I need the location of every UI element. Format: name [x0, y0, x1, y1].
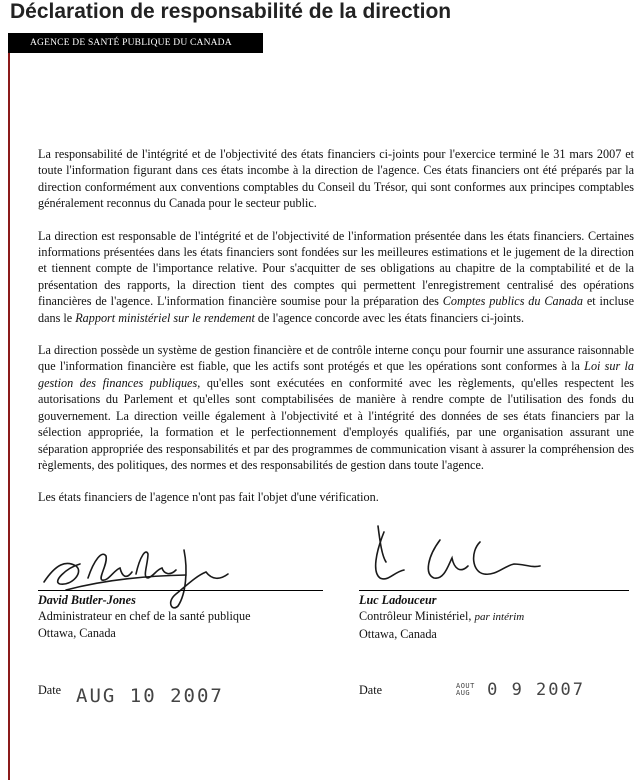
date-label-left: Date [38, 683, 62, 697]
financial-act-title: Loi sur la gestion des finances publiques [38, 359, 635, 390]
signatory-right-location: Ottawa, Canada [359, 626, 437, 641]
date-stamp-right [456, 680, 585, 700]
public-accounts-title: Comptes publics du Canada [442, 294, 583, 309]
date-stamp-right-months [456, 683, 475, 697]
paragraph-2 [38, 228, 634, 326]
signatory-right [359, 590, 629, 642]
signatory-right-role-qualifier: par intérim [474, 611, 525, 624]
paragraph-3-text-a: La direction possède un système de gestion financière et de contrôle interne conçu pour fournir une assurance raisonnable que l'information financière est fiable, que les actifs sont protégés et que les opérations sont conformes à la [38, 343, 634, 374]
paragraph-2-text-c: de l'agence concorde avec les états financiers ci-joints. [257, 310, 525, 325]
agency-banner: AGENCE DE SANTÉ PUBLIQUE DU CANADA [8, 33, 263, 53]
stamp-month-en: AUG [456, 689, 471, 697]
signatory-right-name: Luc Ladouceur [359, 593, 437, 607]
stamp-month-fr: AOUT [456, 682, 475, 690]
signature-line-left [38, 590, 323, 591]
signatory-left-location: Ottawa, Canada [38, 625, 116, 640]
paragraph-3-text-b: , qu'elles sont exécutées en conformité avec les règlements, qu'elles respectent les autorisations du Parlement et qu'elles sont comptabilisées de manière à rendre compte de l'utilisation des fonds du gouvernement. La direction veille également à l'objectivité et à l'intégrité des données de ses états financiers par la sélection appropriée, la formation et le perfectionnement d'employés qualifiés, par une organisation assurant une séparation appropriée des responsabilités et par des programmes de communication visant à assurer la compréhension des règlements, des politiques, des normes et des responsabilités de gestion dans toute l'agence. [38, 375, 634, 472]
date-stamp-left: AUG 10 2007 [76, 685, 224, 707]
page-title: Déclaration de responsabilité de la direction [10, 0, 452, 23]
signature-line-right [359, 590, 629, 591]
left-rule [8, 53, 10, 780]
paragraph-3 [38, 342, 634, 473]
signatory-left [38, 590, 323, 641]
paragraph-2-text-b: et incluse dans le [38, 294, 634, 325]
signatory-left-role: Administrateur en chef de la santé publique [38, 609, 251, 624]
paragraph-2-text-a: La direction est responsable de l'intégrité et de l'objectivité de l'information présentée dans les états financiers. Certaines informations présentées dans les états financiers sont fondées sur les meilleures estimations et le jugement de la direction et tiennent compte de l'importance relative. Pour s'acquitter de ses obligations au chapitre de la comptabilité et de la présentation des rapports, la direction tient des comptes qui permettent l'enregistrement centralisé des opérations financières de l'agence. L'information financière soumise pour la préparation des [38, 228, 634, 309]
paragraph-4: Les états financiers de l'agence n'ont pas fait l'objet d'une vérification. [38, 490, 379, 505]
signatory-right-role-line [359, 608, 629, 625]
paragraph-1: La responsabilité de l'intégrité et de l'objectivité des états financiers ci-joints pour l'exercice terminé le 31 mars 2007 et toute l'information figurant dans ces états incombe à la direction de l'agence. Ces états financiers ont été préparés par la direction conformément aux conventions comptables du Conseil du Trésor, qui sont conformes aux principes comptables généralement reconnus du Canada pour le secteur public. [38, 147, 634, 211]
date-label-right: Date [359, 683, 383, 697]
signatory-right-role: Contrôleur Ministériel, [359, 609, 472, 624]
performance-report-title: Rapport ministériel sur le rendement [75, 310, 255, 325]
signatory-left-name: David Butler-Jones [38, 593, 136, 607]
date-stamp-right-value: 0 9 2007 [487, 680, 585, 700]
statement-body [38, 146, 634, 506]
